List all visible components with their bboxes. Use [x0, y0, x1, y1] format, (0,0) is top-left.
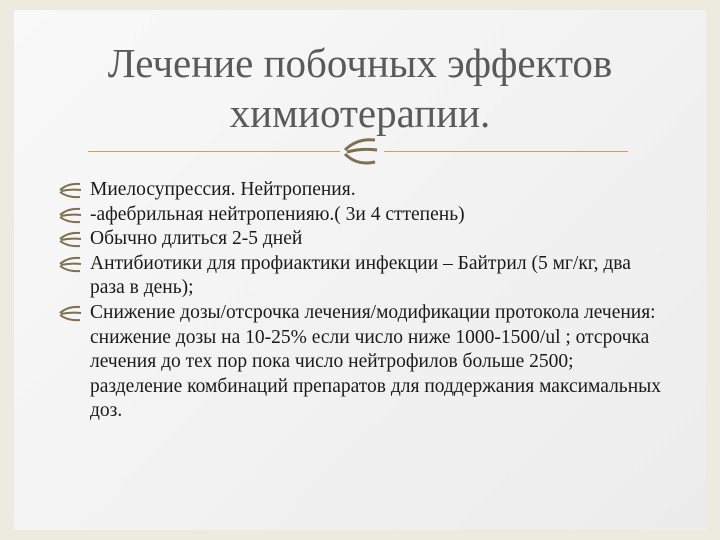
- bullet-text: Обычно длиться 2-5 дней: [90, 228, 303, 250]
- decorative-lines-icon: [58, 231, 84, 248]
- title-divider-left-line: [88, 151, 340, 152]
- bullet-item: [58, 252, 668, 301]
- bullet-text: Миелосупрессия. Нейтропения.: [90, 179, 356, 200]
- bullet-list: [58, 178, 668, 424]
- bullet-text: Снижение дозы/отсрочка лечения/модификации протокола лечения: снижение дозы на 10-25% если число ниже 1000-1500/ul ; отсрочка лечения до тех пор пока число нейтрофилов больше 2500; разделение комбинаций препаратов для поддержания максимальных доз.: [90, 301, 661, 422]
- decorative-lines-icon: [341, 136, 383, 166]
- decorative-lines-icon: [58, 256, 84, 273]
- bullet-item: [58, 203, 668, 228]
- title-divider-right-line: [384, 151, 628, 152]
- bullet-text: Антибиотики для профиактики инфекции – Байтрил (5 мг/кг, два раза в день);: [90, 252, 631, 299]
- bullet-item: [58, 178, 668, 203]
- decorative-lines-icon: [58, 305, 84, 322]
- bullet-text: -афебрильная нейтропенияю.( 3и 4 сттепень): [90, 203, 465, 225]
- bullet-item: [58, 301, 668, 424]
- bullet-item: [58, 227, 668, 252]
- decorative-lines-icon: [58, 207, 84, 224]
- decorative-lines-icon: [58, 182, 84, 199]
- slide-title: Лечение побочных эффектов химиотерапии.: [107, 40, 613, 136]
